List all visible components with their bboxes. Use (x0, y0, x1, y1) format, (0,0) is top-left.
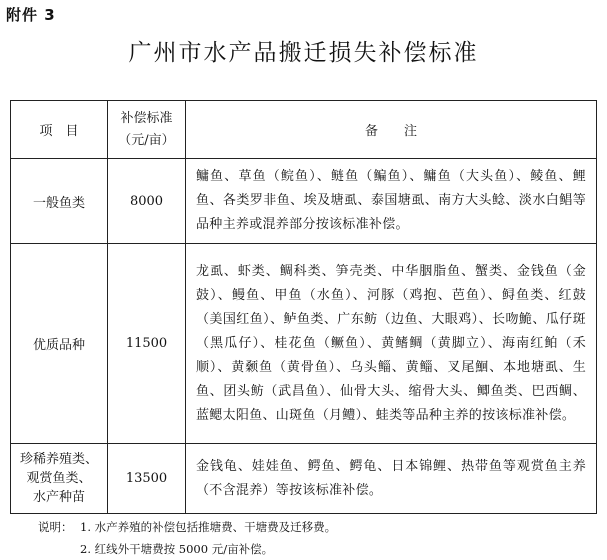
note-row (38, 516, 336, 538)
header-remark (186, 101, 597, 159)
row-remark: 鳙鱼、草鱼（鲩鱼）、鲢鱼（鳊鱼）、鳙鱼（大头鱼）、鲮鱼、鲤鱼、各类罗非鱼、埃及塘虱、泰国塘虱、南方大头鲶、淡水白鲳等品种主养或混养部分按该标准补偿。 (186, 159, 597, 244)
attachment-label: 附件 3 (6, 6, 56, 24)
row-item: 优质品种 (11, 244, 108, 444)
row-item: 一般鱼类 (11, 159, 108, 244)
table-row (11, 244, 597, 444)
row-remark: 龙虱、虾类、鲷科类、笋壳类、中华胭脂鱼、蟹类、金钱鱼（金鼓）、鳗鱼、甲鱼（水鱼）、河豚（鸡抱、芭鱼）、鲟鱼类、红鼓（美国红鱼）、鲈鱼类、广东鲂（边鱼、大眼鸡）、长吻鮠、瓜仔斑（黑瓜仔）、桂花鱼（鳜鱼）、黄鳍鲷（黄脚立）、海南红鲌（禾顺）、黄颡鱼（黄骨鱼）、乌头鲻、黄鲻、叉尾鮰、本地塘虱、生鱼、团头鲂（武昌鱼）、仙骨大头、缩骨大头、鲫鱼类、巴西鲷、蓝鳃太阳鱼、山斑鱼（月鳢）、蛙类等品种主养的按该标准补偿。 (186, 244, 597, 444)
row-item-line2: 观赏鱼类、 (26, 471, 92, 486)
row-standard: 11500 (108, 244, 186, 444)
notes (38, 516, 336, 560)
row-standard: 8000 (108, 159, 186, 244)
header-standard (108, 101, 186, 159)
table-header-row (11, 101, 597, 159)
row-item-line1: 珍稀养殖类、 (19, 452, 98, 467)
header-remark-label: 备 注 (364, 124, 417, 139)
row-item (11, 444, 108, 514)
row-remark: 金钱龟、娃娃鱼、鳄鱼、鳄龟、日本锦鲤、热带鱼等观赏鱼主养（不含混养）等按该标准补偿。 (186, 444, 597, 514)
header-standard-line1: 补偿标准 (120, 110, 173, 126)
compensation-table (10, 100, 597, 514)
table-row (11, 159, 597, 244)
document-title: 广州市水产品搬迁损失补偿标准 (128, 40, 479, 66)
note-item: 2. 红线外干塘费按 5000 元/亩补偿。 (80, 542, 274, 556)
note-item: 1. 水产养殖的补偿包括推塘费、干塘费及迁移费。 (80, 520, 337, 534)
row-standard: 13500 (108, 444, 186, 514)
table-row (11, 444, 597, 514)
header-standard-line2: （元/亩） (118, 132, 175, 148)
header-item-label: 项 目 (39, 124, 79, 139)
row-item-line3: 水产种苗 (32, 490, 85, 505)
header-item (11, 101, 108, 159)
notes-lead: 说明： (38, 520, 73, 534)
